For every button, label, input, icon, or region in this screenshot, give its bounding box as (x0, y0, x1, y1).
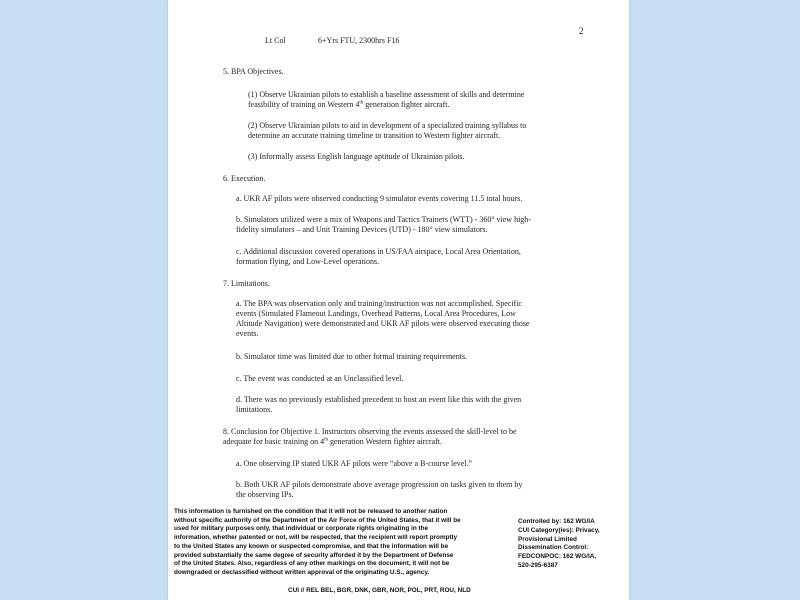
execution-b (236, 215, 591, 235)
limitations-b: b. Simulator time was limited due to other formal training requirements. (236, 352, 468, 361)
control-line: Controlled by: 162 WG/IA (518, 518, 595, 525)
objective-1-line-2 (248, 100, 603, 110)
section-7-title: 7. Limitations. (223, 279, 270, 288)
objective-1-text: feasibility of training on Western 4 (248, 100, 360, 109)
limitations-d-line-2: limitations. (236, 405, 273, 414)
objective-2-line-1: (2) Observe Ukrainian pilots to aid in development of a specialized training syllabus to (248, 121, 527, 130)
disclaimer-line: downgraded or declassified without written approval of the originating U.S., agency. (174, 568, 430, 576)
disclaimer-line: information, whether patented or not, will be respected, that the recipient will report promptly (174, 534, 457, 542)
header-rank: Lt Col (265, 36, 286, 45)
section-5-title: 5. BPA Objectives. (223, 67, 284, 76)
limitations-c: c. The event was conducted at an Unclassified level. (236, 374, 404, 383)
cui-control-block (518, 518, 626, 571)
release-disclaimer (174, 508, 519, 578)
execution-c-line-2: formation flying, and Low-Level operations. (236, 257, 380, 266)
objective-1-line-1: (1) Observe Ukrainian pilots to establish a baseline assessment of skills and determine (248, 90, 525, 99)
superscript: th (324, 437, 328, 443)
page-number: 2 (579, 26, 584, 36)
section-8 (223, 427, 593, 447)
limitations-a-line-4: events. (236, 329, 259, 338)
conclusion-b (236, 480, 591, 500)
disclaimer-line: provided substantially the same degree of security afforded it by the Department of Defense (174, 551, 454, 559)
header-qualifications: 6+Yrs FTU, 2300hrs F16 (318, 36, 400, 45)
execution-c-line-1: c. Additional discussion covered operations in US/FAA airspace, Local Area Orientation, (236, 247, 521, 256)
control-line: FEDCONPOC: 162 WG/IA, (518, 553, 597, 561)
control-line: 520-295-6387 (518, 561, 558, 569)
control-line: Dissemination Control: (518, 544, 589, 552)
section-8-text-end: generation Western fighter aircraft. (327, 437, 443, 446)
limitations-d (236, 395, 591, 415)
section-8-line-2 (223, 437, 593, 447)
section-8-text: adequate for basic training on 4 (223, 437, 325, 446)
document-page (168, 0, 629, 600)
limitations-a-line-3: Altitude Navigation) were demonstrated and UKR AF pilots were observed executing those (236, 319, 530, 328)
conclusion-a: a. One observing IP stated UKR AF pilots were “above a B-course level.” (236, 459, 473, 468)
objective-1-text-end: generation fighter aircraft. (363, 100, 450, 109)
section-8-line-1: 8. Conclusion for Objective 1. Instructors observing the events assessed the skill-level to be (223, 427, 517, 436)
limitations-a-line-2: events (Simulated Flameout Landings, Overhead Patterns, Local Area Procedures, Low (236, 309, 516, 318)
control-line: CUI Category(ies): Privacy, (518, 526, 600, 534)
objective-2-line-2: determine an accurate training timeline to transition to Western fighter aircraft. (248, 131, 501, 140)
disclaimer-line: without specific authority of the Department of the Air Force of the United States, that it will be (174, 516, 461, 524)
cui-marking: CUI // REL BEL, BGR, DNK, GBR, NOR, POL, PRT, ROU, NLD (288, 587, 471, 594)
limitations-d-line-1: d. There was no previously established precedent to host an event like this with the given (236, 395, 522, 404)
conclusion-b-line-1: b. Both UKR AF pilots demonstrate above average progression on tasks given to them by (236, 480, 523, 489)
execution-a: a. UKR AF pilots were observed conducting 9 simulator events covering 11.5 total hours. (236, 194, 523, 203)
superscript: th (359, 100, 364, 106)
section-6-title: 6. Execution. (223, 174, 266, 183)
objective-2 (248, 121, 603, 141)
objective-1 (248, 90, 603, 110)
disclaimer-line: of the United States. Also, regardless of any other markings on the document, it will not be (174, 560, 450, 568)
conclusion-b-line-2: the observing IPs. (236, 490, 294, 499)
disclaimer-line: to the United States any known or suspected compromise, and that the information will be (174, 542, 449, 550)
execution-b-line-2: fidelity simulators – and Unit Training Devices (UTD) - 180° view simulators. (236, 225, 488, 234)
limitations-a (236, 299, 591, 339)
disclaimer-line: used for military purposes only, that individual or corporate rights originating in the (174, 525, 429, 533)
objective-3: (3) Informally assess English language aptitude of Ukrainian pilots. (248, 152, 465, 161)
limitations-a-line-1: a. The BPA was observation only and training/instruction was not accomplished. Specific (236, 299, 522, 308)
disclaimer-line: This information is furnished on the condition that it will not be released to another nation (174, 508, 448, 515)
execution-c (236, 247, 591, 267)
execution-b-line-1: b. Simulators utilized were a mix of Weapons and Tactics Trainers (WTT) - 360° view high- (236, 215, 531, 224)
control-line: Provisional Limited (518, 535, 577, 543)
